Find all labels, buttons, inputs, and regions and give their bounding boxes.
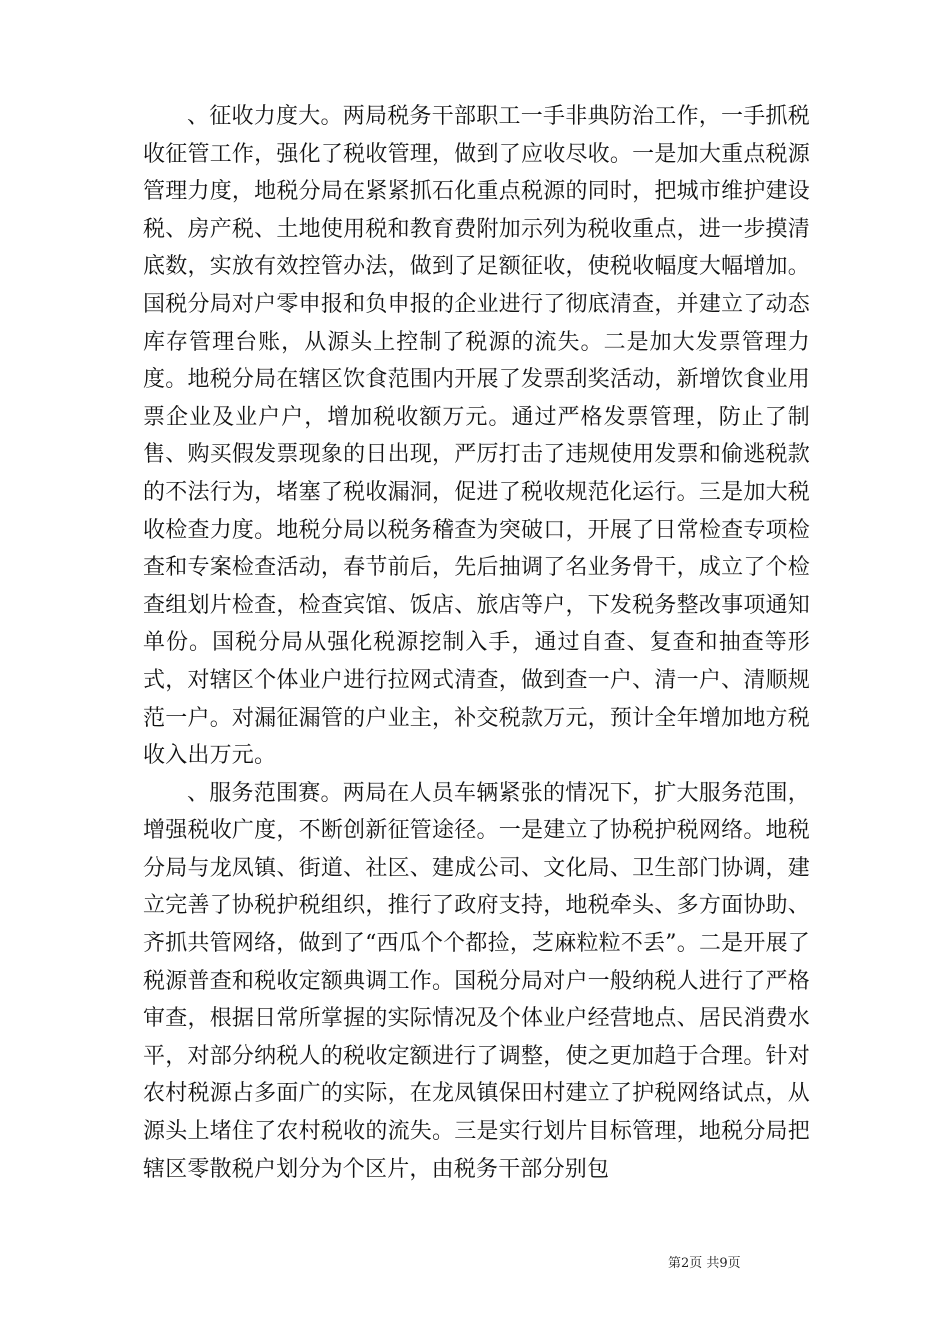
body-text <box>143 98 810 1188</box>
paragraph-collection-efforts: 、征收力度大。两局税务干部职工一手非典防治工作，一手抓税收征管工作，强化了税收管理，做到了应收尽收。一是加大重点税源管理力度，地税分局在紧紧抓石化重点税源的同时，把城市维护建设税、房产税、土地使用税和教育费附加示列为税收重点，进一步摸清底数，实放有效控管办法，做到了足额征收，使税收幅度大幅增加。国税分局对户零申报和负申报的企业进行了彻底清查，并建立了动态库存管理台账，从源头上控制了税源的流失。二是加大发票管理力度。地税分局在辖区饮食范围内开展了发票刮奖活动，新增饮食业用票企业及业户户，增加税收额万元。通过严格发票管理，防止了制售、购买假发票现象的日出现，严厉打击了违规使用发票和偷逃税款的不法行为，堵塞了税收漏洞，促进了税收规范化运行。三是加大税收检查力度。地税分局以税务稽查为突破口，开展了日常检查专项检查和专案检查活动，春节前后，先后抽调了名业务骨干，成立了个检查组划片检查，检查宾馆、饭店、旅店等户，下发税务整改事项通知单份。国税分局从强化税源挖制入手，通过自查、复查和抽查等形式，对辖区个体业户进行拉网式清查，做到查一户、清一户、清顺规范一户。对漏征漏管的户业主，补交税款万元，预计全年增加地方税收入出万元。 <box>143 104 810 769</box>
paragraph-service-scope: 、服务范围赛。两局在人员车辆紧张的情况下，扩大服务范围，增强税收广度，不断创新征管途径。一是建立了协税护税网络。地税分局与龙凤镇、街道、社区、建成公司、文化局、卫生部门协调，建立完善了协税护税组织，推行了政府支持，地税牵头、多方面协助、齐抓共管网络，做到了“西瓜个个都捡，芝麻粒粒不丢”。二是开展了税源普查和税收定额典调工作。国税分局对户一般纳税人进行了严格审查，根据日常所掌握的实际情况及个体业户经营地点、居民消费水平，对部分纳税人的税收定额进行了调整，使之更加趋于合理。针对农村税源占多面广的实际，在龙凤镇保田村建立了护税网络试点，从源头上堵住了农村税收的流失。三是实行划片目标管理，地税分局把辖区零散税户划分为个区片，由税务干部分别包 <box>143 780 810 1182</box>
page-number-footer: 第2页 共9页 <box>668 1256 741 1271</box>
